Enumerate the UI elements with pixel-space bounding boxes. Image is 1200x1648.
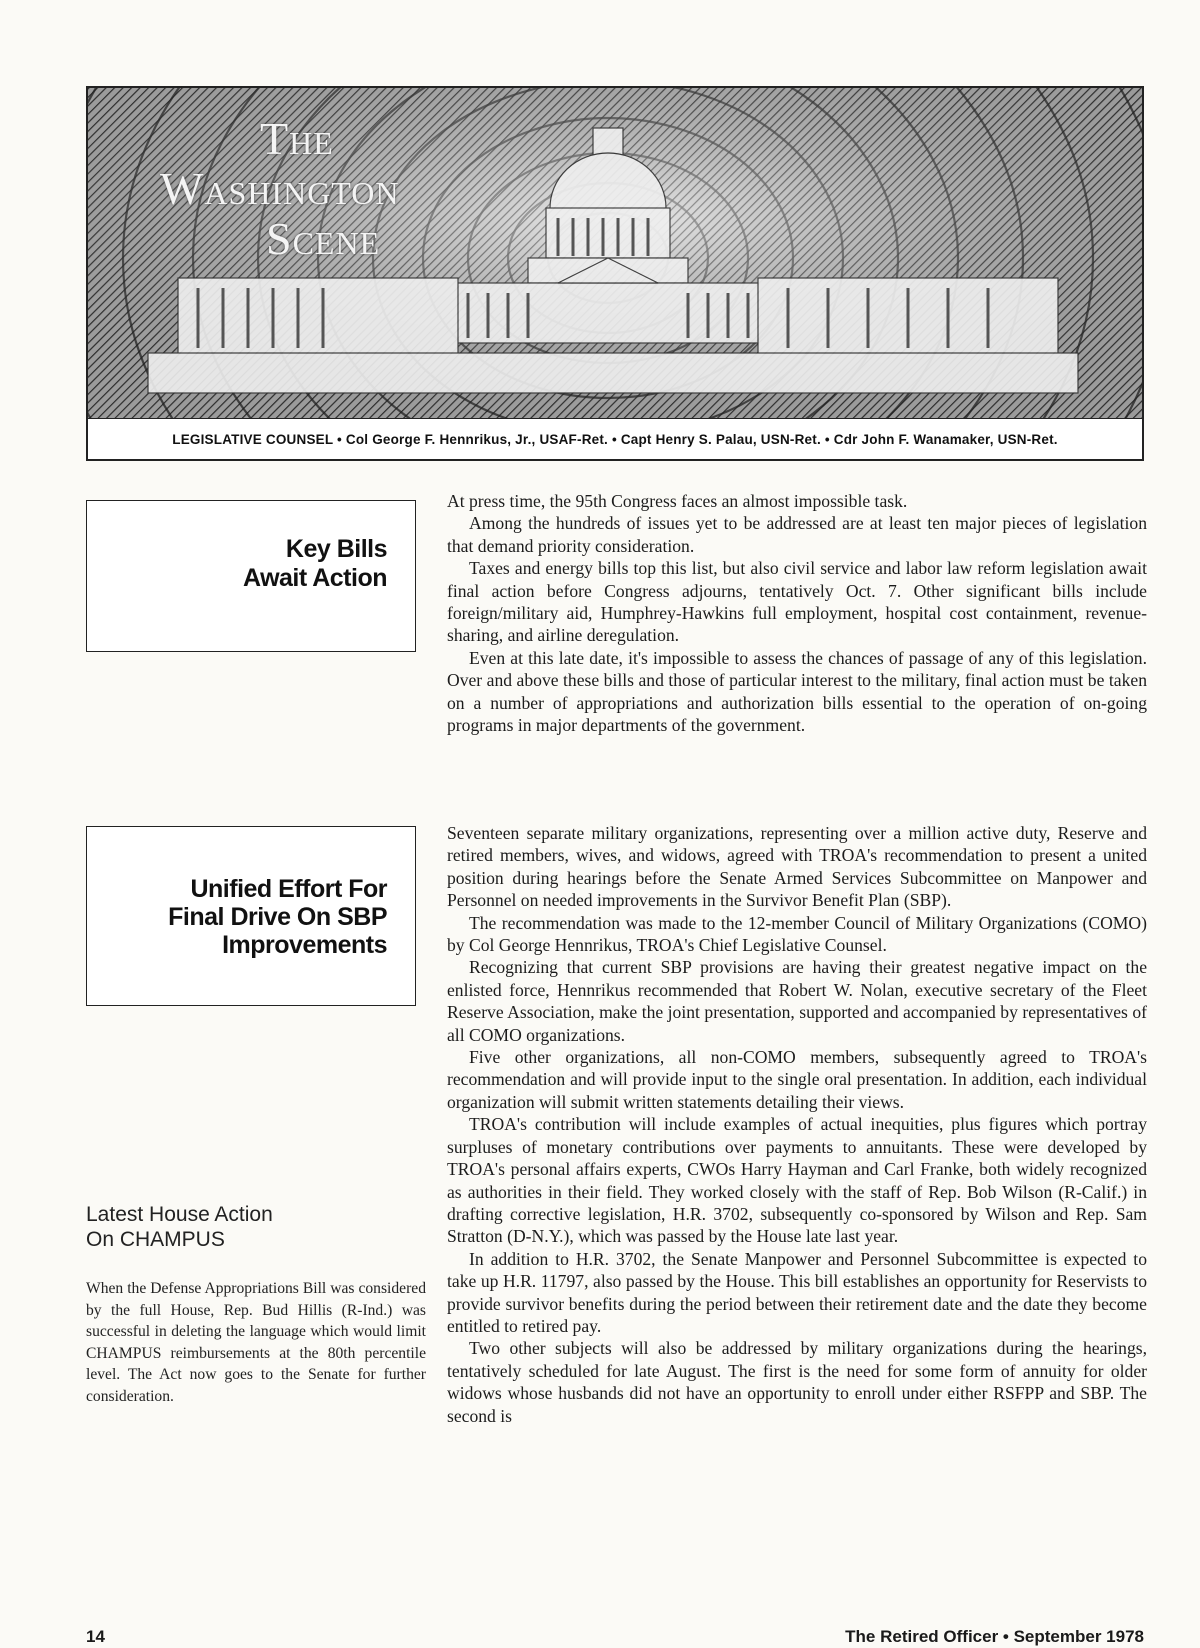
key-bills-heading-line-1: Key Bills: [285, 535, 387, 563]
banner-title-scene: Scene: [266, 213, 381, 264]
champus-heading-line-1: Latest House Action: [86, 1203, 273, 1226]
article-paragraph: Among the hundreds of issues yet to be addressed are at least ten major pieces of legislation that demand priority consideration.: [447, 513, 1147, 556]
banner-title-washington: Washington: [160, 163, 400, 214]
article-paragraph: Two other subjects will also be addressed by military organizations during the hearings, tentatively scheduled for late August. The first is the need for some form of annuity for older widows whose husbands did not have an opportunity to enroll under either RSFPP and SBP. The second is: [447, 1338, 1147, 1426]
champus-sidebar-heading: [86, 1202, 416, 1252]
sbp-heading-line-3: Improvements: [222, 931, 387, 959]
sbp-heading-line-1: Unified Effort For: [190, 875, 387, 903]
champus-heading-line-2: On CHAMPUS: [86, 1228, 225, 1251]
champus-sidebar-body: When the Defense Appropriations Bill was considered by the full House, Rep. Bud Hillis (R-Ind.) was successful in deleting the language which would limit CHAMPUS reimbursements at the 80th percentile level. The Act now goes to the Senate for further consideration.: [86, 1280, 426, 1405]
article-paragraph: TROA's contribution will include examples of actual inequities, plus figures which portray surpluses of monetary contributions over payments to annuitants. These were developed by TROA's personal affairs experts, CWOs Harry Hayman and Carl Franke, both widely recognized as authorities in their field. They worked closely with the staff of Rep. Bob Wilson (R-Calif.) in drafting corrective legislation, H.R. 3702, subsequently co-sponsored by Wilson and Rep. Sam Stratton (D-N.Y.), which was passed by the House late last year.: [447, 1114, 1147, 1247]
article-paragraph: Seventeen separate military organizations, representing over a million active duty, Reserve and retired members, wives, and widows, agreed with TROA's recommendation to present a united position during hearings before the Senate Armed Services Subcommittee on Manpower and Personnel on needed improvements in the Survivor Benefit Plan (SBP).: [447, 823, 1147, 911]
capitol-artwork: [88, 88, 1142, 418]
article-paragraph: Five other organizations, all non-COMO members, subsequently agreed to TROA's recommendation and will provide input to the single oral presentation. In addition, each individual organization will submit written statements detailing their views.: [447, 1047, 1147, 1112]
article-paragraph: Taxes and energy bills top this list, but also civil service and labor law reform legislation await final action before Congress adjourns, tentatively Oct. 7. Other significant bills include foreign/military aid, Humphrey-Hawkins full employment, hospital cost containment, revenue-sharing, and airline deregulation.: [447, 558, 1147, 646]
key-bills-article: [447, 490, 1147, 736]
sbp-article: [447, 822, 1147, 1427]
article-paragraph: In addition to H.R. 3702, the Senate Manpower and Personnel Subcommittee is expected to take up H.R. 11797, also passed by the House. This bill establishes an opportunity for Reservists to provide survivor benefits during the period between their retirement date and the date they become entitled to retired pay.: [447, 1248, 1147, 1336]
article-paragraph: At press time, the 95th Congress faces an almost impossible task.: [447, 491, 908, 511]
banner-title-the: The: [260, 113, 334, 164]
sbp-heading-box: [86, 826, 416, 1006]
key-bills-heading-box: [86, 500, 416, 652]
capitol-illustration: [88, 88, 1142, 419]
washington-scene-banner: [86, 86, 1144, 461]
article-paragraph: The recommendation was made to the 12-member Council of Military Organizations (COMO) by Col George Hennrikus, TROA's Chief Legislative Counsel.: [447, 912, 1147, 956]
publication-footer: The Retired Officer • September 1978: [845, 1627, 1144, 1646]
legislative-counsel-credits: LEGISLATIVE COUNSEL • Col George F. Hennrikus, Jr., USAF-Ret. • Capt Henry S. Palau, USN-Ret. • Cdr John F. Wanamaker, USN-Ret.: [172, 431, 1058, 447]
article-paragraph: Even at this late date, it's impossible to assess the chances of passage of any of this legislation. Over and above these bills and those of particular interest to the military, final action must be taken on a number of appropriations and authorization bills essential to the operation of on-going programs in major departments of the government.: [447, 647, 1147, 736]
sbp-heading-line-2: Final Drive On SBP: [168, 903, 387, 931]
key-bills-heading-line-2: Await Action: [242, 564, 387, 592]
page-number: 14: [86, 1627, 105, 1646]
article-paragraph: Recognizing that current SBP provisions are having their greatest negative impact on the enlisted force, Hennrikus recommended that Robert W. Nolan, executive secretary of the Fleet Reserve Association, make the joint presentation, supported and accompanied by representatives of all COMO organizations.: [447, 957, 1147, 1045]
